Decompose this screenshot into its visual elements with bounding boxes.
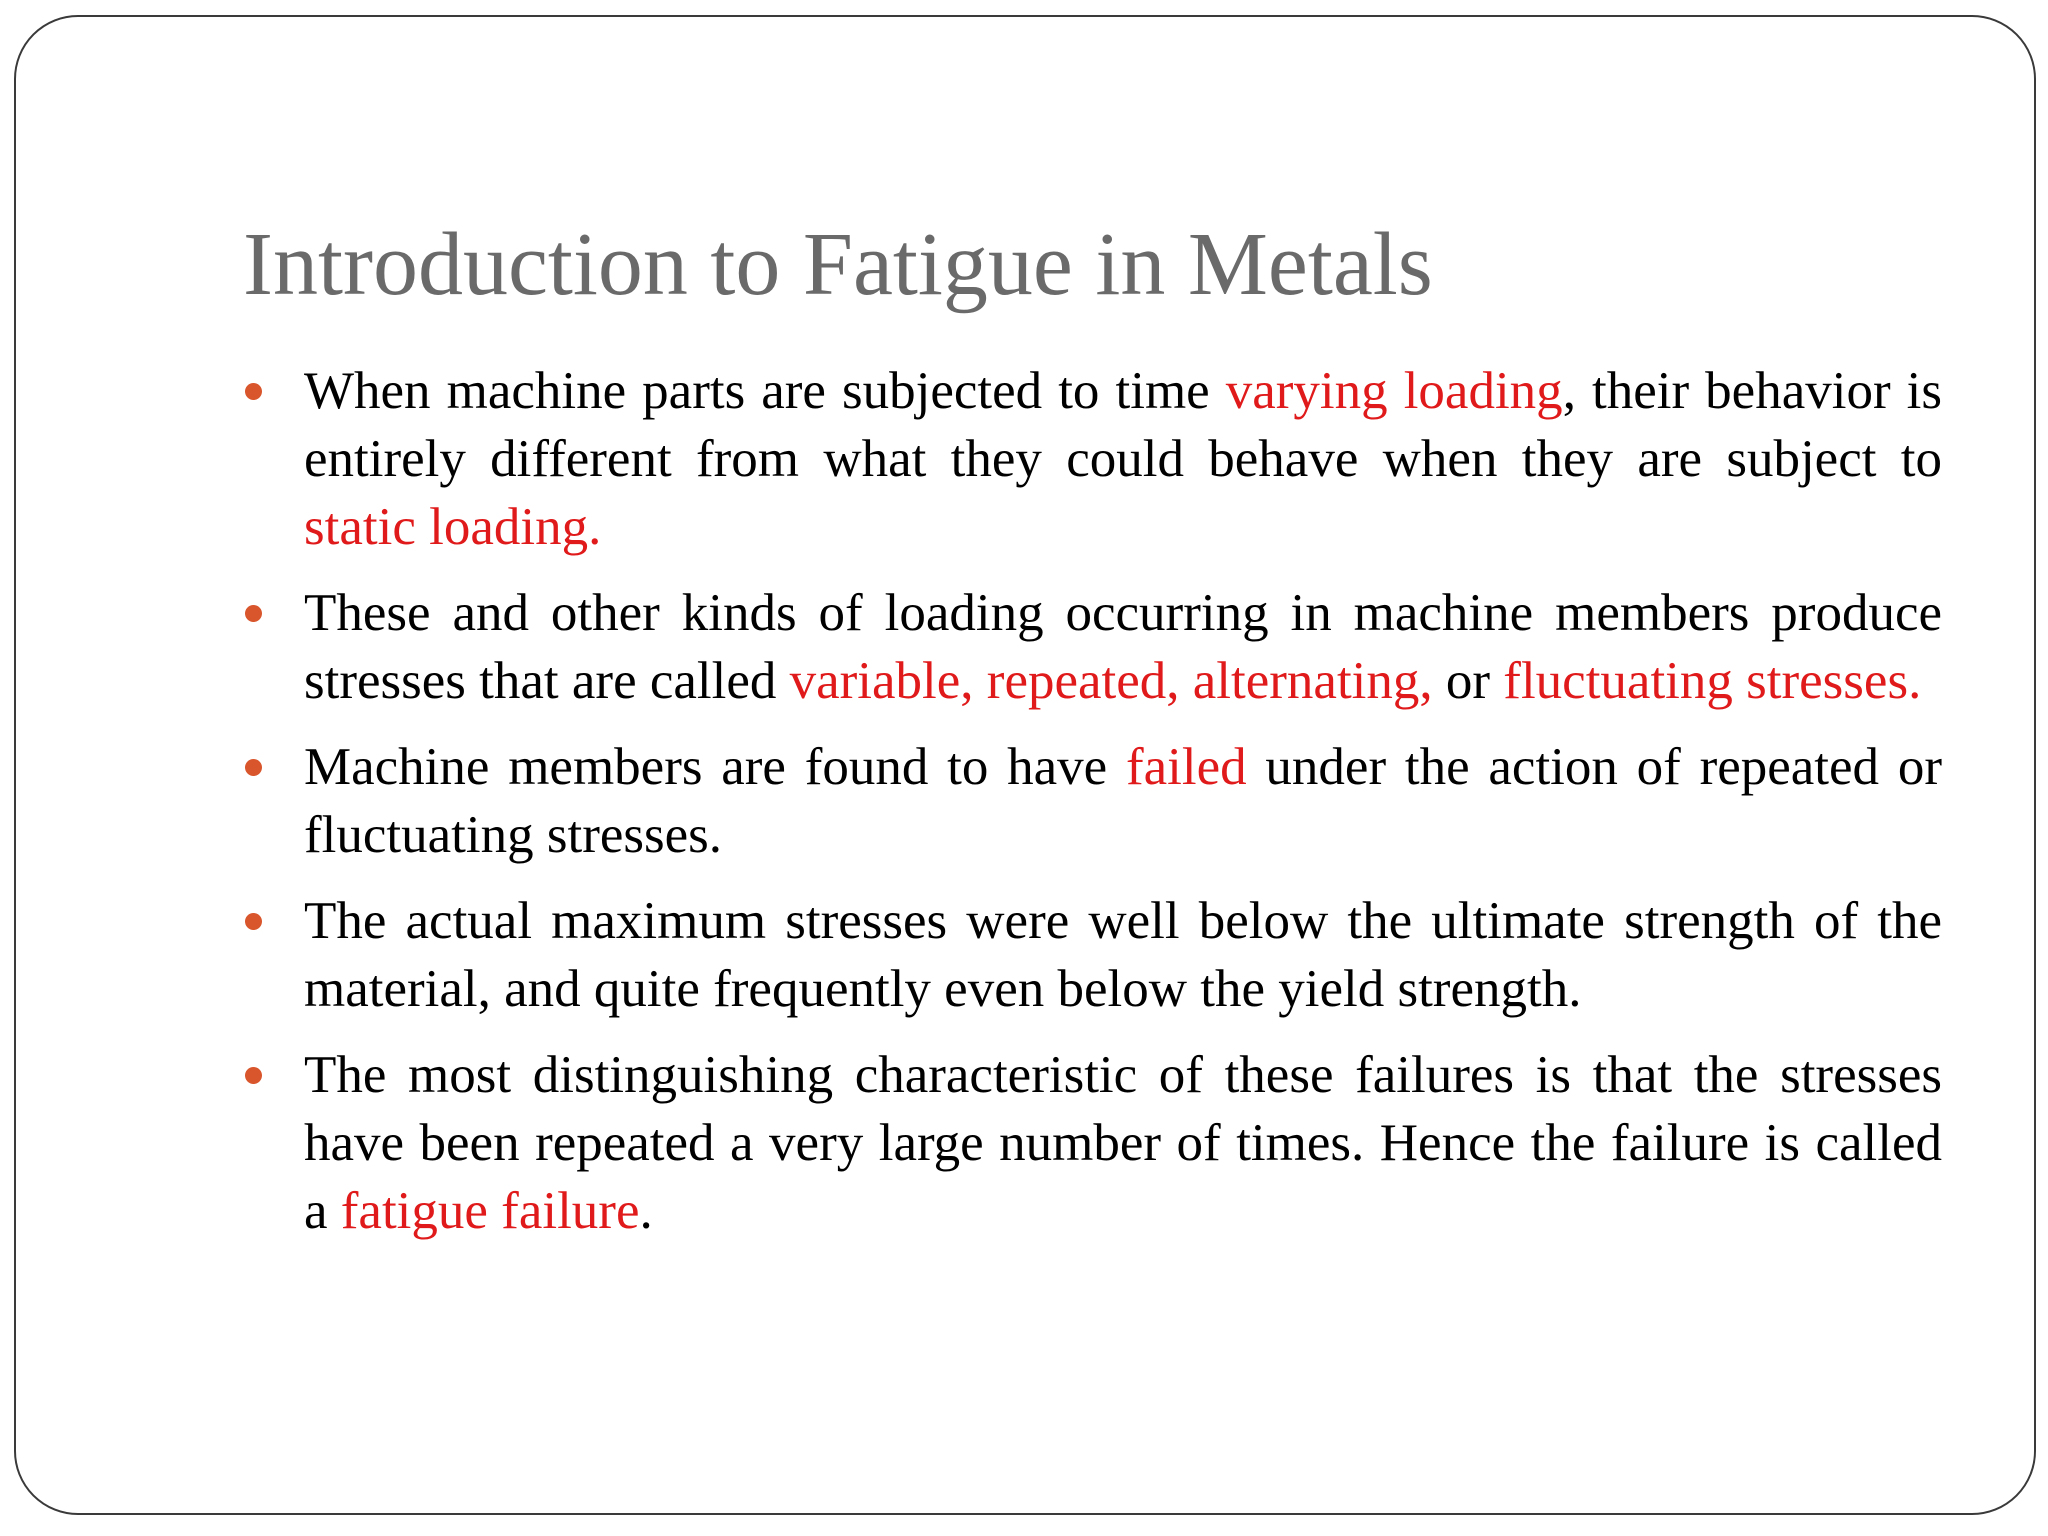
bullet-list — [304, 357, 1942, 1263]
bullet-text: . — [639, 1182, 653, 1240]
bullet-text: The most distinguishing characteristic of these failures is that the stresses have been repeated a very large number of times. Hence the failure is called a — [304, 1046, 1942, 1240]
bullet-text: or — [1432, 652, 1504, 710]
highlighted-term: fluctuating stresses. — [1503, 652, 1922, 710]
bullet-item — [304, 733, 1942, 869]
slide-frame — [14, 15, 2036, 1515]
highlighted-term: fatigue failure — [340, 1182, 640, 1240]
bullet-text: The actual maximum stresses were well below the ultimate strength of the material, and quite frequently even below the yield strength. — [304, 892, 1942, 1018]
highlighted-term: variable, repeated, alternating, — [789, 652, 1433, 710]
bullet-icon — [245, 759, 262, 776]
slide-title: Introduction to Fatigue in Metals — [243, 215, 1433, 314]
bullet-text: , their behavior is entirely different from what they could behave when they are subject to — [304, 362, 1942, 488]
bullet-icon — [245, 913, 262, 930]
bullet-item — [304, 1041, 1942, 1245]
bullet-icon — [245, 383, 262, 400]
bullet-text: These and other kinds of loading occurring in machine members produce stresses that are called — [304, 584, 1942, 710]
highlighted-term: failed — [1125, 738, 1247, 796]
bullet-item — [304, 887, 1942, 1023]
bullet-text: Machine members are found to have — [304, 738, 1126, 796]
highlighted-term: static loading. — [304, 498, 602, 556]
bullet-icon — [245, 1067, 262, 1084]
bullet-item — [304, 357, 1942, 561]
bullet-text: under the action of repeated or fluctuating stresses. — [304, 738, 1942, 864]
highlighted-term: varying loading — [1225, 362, 1563, 420]
bullet-icon — [245, 605, 262, 622]
bullet-item — [304, 579, 1942, 715]
bullet-text: When machine parts are subjected to time — [304, 362, 1226, 420]
